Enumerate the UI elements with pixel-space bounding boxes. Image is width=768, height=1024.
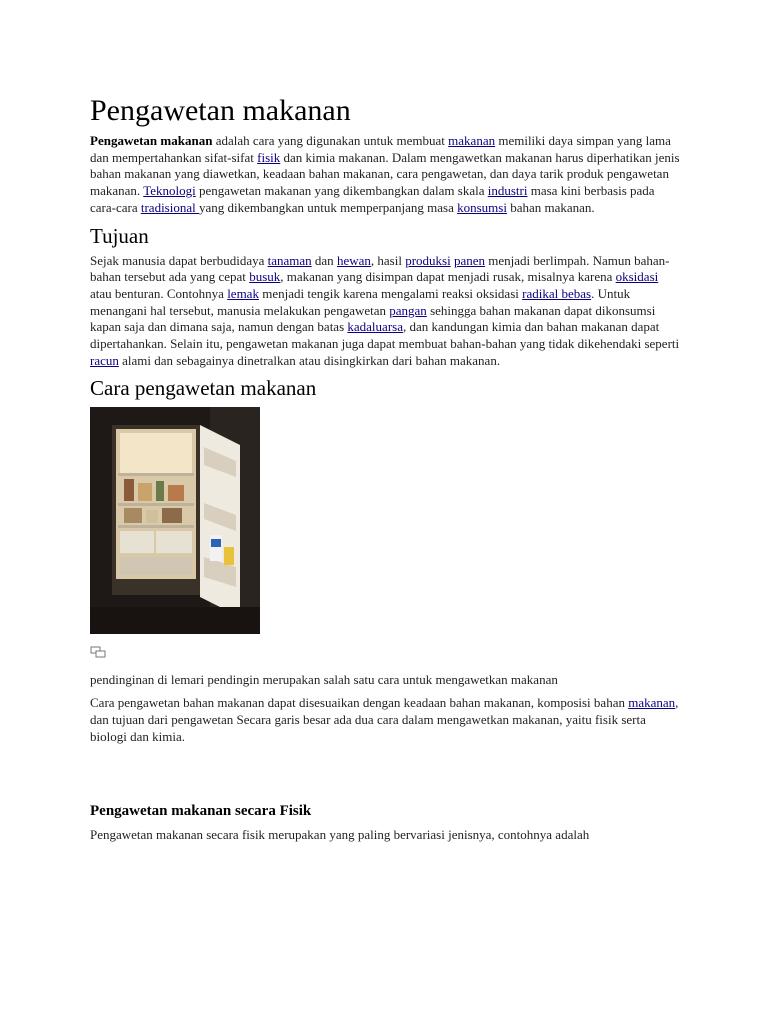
link-radikal-bebas[interactable]: radikal bebas	[522, 285, 592, 301]
link-makanan[interactable]: makanan	[628, 695, 676, 711]
tujuan-paragraph	[90, 253, 680, 370]
text-span: , dan tujuan dari pengawetan Secara garis besar ada dua cara dalam mengawetkan makanan, yaitu fisik serta biologi dan kimia.	[90, 695, 679, 744]
text-span: adalah cara yang digunakan untuk membuat	[212, 133, 449, 148]
text-span: , hasil	[370, 252, 406, 268]
link-fisik[interactable]: fisik	[257, 149, 281, 165]
text-span: atau benturan. Contohnya	[90, 285, 228, 301]
text-span: menjadi berlimpah. Namun bahan-bahan tersebut ada yang cepat	[90, 252, 670, 285]
link-industri[interactable]: industri	[487, 183, 528, 199]
text-span: menjadi tengik karena mengalami reaksi oksidasi	[258, 285, 523, 301]
link-teknologi[interactable]: Teknologi	[143, 183, 196, 199]
text-span: masa kini berbasis pada cara-cara	[90, 183, 655, 215]
link-pangan[interactable]: pangan	[389, 302, 427, 318]
text-span: yang dikembangkan untuk memperpanjang masa	[199, 199, 458, 215]
figure-caption: pendinginan di lemari pendingin merupakan salah satu cara untuk mengawetkan makanan	[90, 672, 558, 688]
link-oksidasi[interactable]: oksidasi	[615, 269, 659, 285]
link-produksi[interactable]: produksi	[405, 252, 451, 268]
text-span: , makanan yang disimpan dapat menjadi rusak, misalnya karena	[280, 269, 616, 285]
link-makanan[interactable]: makanan	[448, 133, 496, 148]
section-heading-tujuan: Tujuan	[90, 223, 149, 248]
section-heading-cara: Cara pengawetan makanan	[90, 376, 317, 401]
page-title: Pengawetan makanan	[90, 94, 351, 127]
text-span: Cara pengawetan bahan makanan dapat disesuaikan dengan keadaan bahan makanan, komposisi bahan	[90, 695, 629, 711]
text-span: memiliki daya simpan yang lama dan mempertahankan sifat-sifat	[90, 133, 671, 165]
link-kadaluarsa[interactable]: kadaluarsa	[347, 319, 403, 335]
text-span: sehingga bahan makanan dapat dikonsumsi kapan saja dan dimana saja, namun dengan batas	[90, 302, 656, 335]
magnify-clip-icon[interactable]	[90, 645, 106, 657]
cara-paragraph	[90, 695, 680, 745]
link-tanaman[interactable]: tanaman	[267, 252, 312, 268]
text-span: pengawetan makanan yang dikembangkan dalam skala	[195, 183, 488, 199]
intro-paragraph	[90, 133, 680, 217]
link-racun[interactable]: racun	[90, 352, 119, 368]
link-tradisional[interactable]: tradisional	[140, 199, 199, 215]
text-span: , dan kandungan kimia dan bahan makanan dapat dipertahankan. Selain itu, pengawetan makanan juga dapat membuat bahan-bahan yang tidak dikehendaki seperti	[90, 319, 680, 352]
link-konsumsi[interactable]: konsumsi	[457, 199, 507, 215]
article	[90, 93, 680, 844]
text-span: bahan makanan.	[506, 199, 595, 215]
link-hewan[interactable]: hewan	[336, 252, 371, 268]
text-span: . Untuk menangani hal tersebut, manusia melakukan pengawetan	[90, 285, 631, 318]
bold-term: Pengawetan makanan	[90, 133, 213, 148]
link-lemak[interactable]: lemak	[227, 285, 259, 301]
fisik-paragraph: Pengawetan makanan secara fisik merupakan yang paling bervariasi jenisnya, contohnya adalah	[90, 827, 590, 843]
link-busuk[interactable]: busuk	[249, 269, 281, 285]
section-heading-fisik: Pengawetan makanan secara Fisik	[90, 803, 312, 820]
link-panen[interactable]: panen	[453, 252, 485, 268]
text-span: alami dan sebagainya dinetralkan atau disingkirkan dari bahan makanan.	[118, 352, 501, 368]
text-span: Sejak manusia dapat berbudidaya	[90, 252, 268, 268]
refrigerator-photo	[90, 407, 260, 634]
refrigerator-image[interactable]	[90, 407, 260, 634]
text-span: dan kimia makanan. Dalam mengawetkan makanan harus diperhatikan jenis bahan makanan yang diawetkan, keadaan bahan makanan, cara pengawetan, dan daya tarik produk pengawetan makanan.	[90, 149, 680, 199]
text-span: dan	[311, 252, 337, 268]
